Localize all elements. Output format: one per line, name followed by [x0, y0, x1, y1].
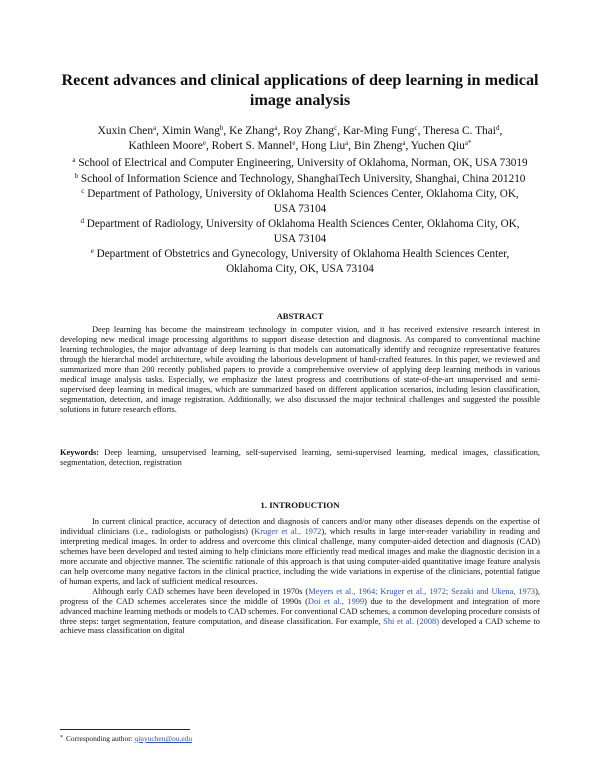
author-affiliation-mark: a	[345, 138, 349, 147]
author-affiliation-mark: a	[402, 138, 406, 147]
affiliation-text: School of Information Science and Technology, ShanghaiTech University, Shanghai, China 201210	[78, 172, 526, 185]
author-affiliation-mark: e	[202, 138, 206, 147]
citation-link[interactable]: Meyers et al., 1964; Kruger et al., 1972; Sezaki and Ukena, 1973	[308, 586, 536, 596]
author-separator: ,	[499, 125, 503, 137]
author-separator: ,	[156, 125, 162, 137]
author-affiliation-mark: c	[414, 124, 418, 132]
introduction-body	[60, 517, 540, 636]
author-name: Theresa C. Thai	[423, 125, 496, 137]
author-name: Ke Zhang	[229, 125, 275, 137]
paragraph-text: Although early CAD schemes have been developed in 1970s (	[92, 586, 309, 596]
author-name: Bin Zheng	[353, 139, 403, 152]
abstract-heading: ABSTRACT	[276, 311, 324, 321]
citation-link[interactable]: Doi et al., 1999	[307, 596, 365, 606]
affiliation-mark: c	[81, 187, 85, 196]
intro-paragraph-1	[60, 517, 540, 587]
author-name: Hong Liu	[301, 139, 346, 152]
author-affiliation-mark: e	[292, 138, 296, 147]
keywords-text: Deep learning, unsupervised learning, self-supervised learning, semi-supervised learning, medical images, classification, segmentation, detection, registration	[60, 448, 540, 467]
affiliation-text: Department of Obstetrics and Gynecology, University of Oklahoma Health Sciences Center, Oklahoma City, OK, USA 73104	[93, 248, 510, 275]
paragraph-text: developed a CAD scheme to achieve mass classification on digital	[60, 616, 540, 636]
paragraph-text: ), progress of the CAD schemes accelerates since the middle of 1990s (	[60, 586, 540, 606]
author-name: Ximin Wang	[161, 125, 220, 137]
author-name: Yuchen Qiu	[410, 139, 465, 152]
corresponding-email-link[interactable]: qiuyuchen@ou.edu	[134, 734, 193, 743]
paragraph-text: ) due to the development and integration of more advanced machine learning methods or models to CAD schemes. For conventional CAD schemes, a common developing procedure consists of three steps: target segmentation, feature computation, and disease classification. For example,	[60, 596, 540, 626]
affiliation-mark: a	[72, 156, 76, 164]
author-separator: ,	[405, 139, 411, 152]
intro-paragraph-2	[60, 587, 540, 637]
paragraph-text: In current clinical practice, accuracy of detection and diagnosis of cancers and/or many other diseases depends on the expertise of individual clinicians (i.e., radiologists or pathologists) (	[60, 517, 540, 536]
affiliation	[70, 217, 530, 246]
citation-link[interactable]: Shi et al. (2008)	[383, 616, 439, 626]
author-affiliation-mark: a*	[464, 138, 472, 147]
author-name: Roy Zhang	[283, 125, 335, 137]
affiliation-text: School of Electrical and Computer Engineering, University of Oklahoma, Norman, OK, USA 73019	[75, 157, 528, 169]
keywords	[60, 448, 540, 468]
author-affiliation-mark: a	[153, 124, 157, 132]
affiliation-mark: d	[80, 217, 84, 226]
footnote-label: Corresponding author:	[66, 734, 135, 743]
author-affiliation-mark: a	[274, 124, 278, 132]
abstract-body	[60, 325, 540, 415]
author-list	[60, 124, 540, 153]
footnote	[60, 734, 540, 743]
affiliation	[70, 172, 530, 186]
author-name: Robert S. Mannel	[211, 139, 293, 152]
author-separator: ,	[417, 125, 424, 137]
author-name: Kathleen Moore	[128, 139, 203, 152]
citation-link[interactable]: Kruger et al., 1972	[254, 526, 322, 536]
author-separator: ,	[348, 139, 354, 152]
affiliation-text: Department of Pathology, University of Oklahoma Health Sciences Center, Oklahoma City, OK, USA 73104	[84, 188, 519, 215]
section-heading-introduction: 1. INTRODUCTION	[260, 500, 340, 510]
paragraph-text: ), which results in large inter-reader variability in reading and interpreting medical images. In order to address and overcome this clinical challenge, many computer-aided detection and diagnosis (CAD) schemes have been developed and tested aiming to help clinicians more efficiently read medical images and make the diagnostic decision in a more accurate and objective manner. The scientific rationale of this approach is that using computer-aided quantitative image feature analysis can help overcome many negative factors in the clinical practice, including the wide variations in expertise of the clinicians, potential fatigue of human experts, and lack of sufficient medical resources.	[60, 526, 540, 586]
author-separator: ,	[295, 139, 302, 152]
author-separator: ,	[205, 139, 212, 152]
author-affiliation-mark: d	[495, 124, 500, 132]
paper-title: Recent advances and clinical applications of deep learning in medical image analysis	[61, 71, 539, 109]
author-separator: ,	[337, 125, 343, 137]
affiliation-mark: b	[74, 171, 79, 180]
author-name: Kar-Ming Fung	[342, 125, 415, 137]
affiliation	[70, 187, 530, 216]
author-affiliation-mark: c	[334, 124, 338, 132]
author-separator: ,	[277, 125, 284, 137]
abstract-text: Deep learning has become the mainstream technology in computer vision, and it has received extensive research interest in developing new medical image processing algorithms to support disease detection and diagnosis. As compared to conventional machine learning technologies, the major advantage of deep learning is that models can automatically identify and recognize representative features through the hierarchal model architecture, while avoiding the laborious development of hand-crafted features. In this paper, we reviewed and summarized more than 200 recently published papers to provide a comprehensive overview of applying deep learning methods in various medical image analysis tasks. Especially, we emphasize the latest progress and contributions of state-of-the-art unsupervised and semi-supervised deep learning in medical images, which are summarized based on different application scenarios, including lesion classification, segmentation, detection, and image registration. Additionally, we also discussed the major technical challenges and suggested the possible solutions in future research efforts.	[60, 325, 540, 414]
author-separator: ,	[223, 125, 230, 137]
keywords-label: Keywords:	[60, 448, 100, 457]
affiliation-mark: e	[90, 247, 94, 256]
affiliation-list	[70, 156, 530, 277]
footnote-divider	[60, 729, 190, 730]
author-affiliation-mark: b	[219, 124, 224, 132]
affiliation	[70, 156, 530, 170]
author-name: Xuxin Chen	[97, 125, 154, 137]
footnote-mark: *	[60, 735, 63, 741]
affiliation-text: Department of Radiology, University of Oklahoma Health Sciences Center, Oklahoma City, OK, USA 73104	[83, 218, 520, 245]
affiliation	[70, 247, 530, 276]
